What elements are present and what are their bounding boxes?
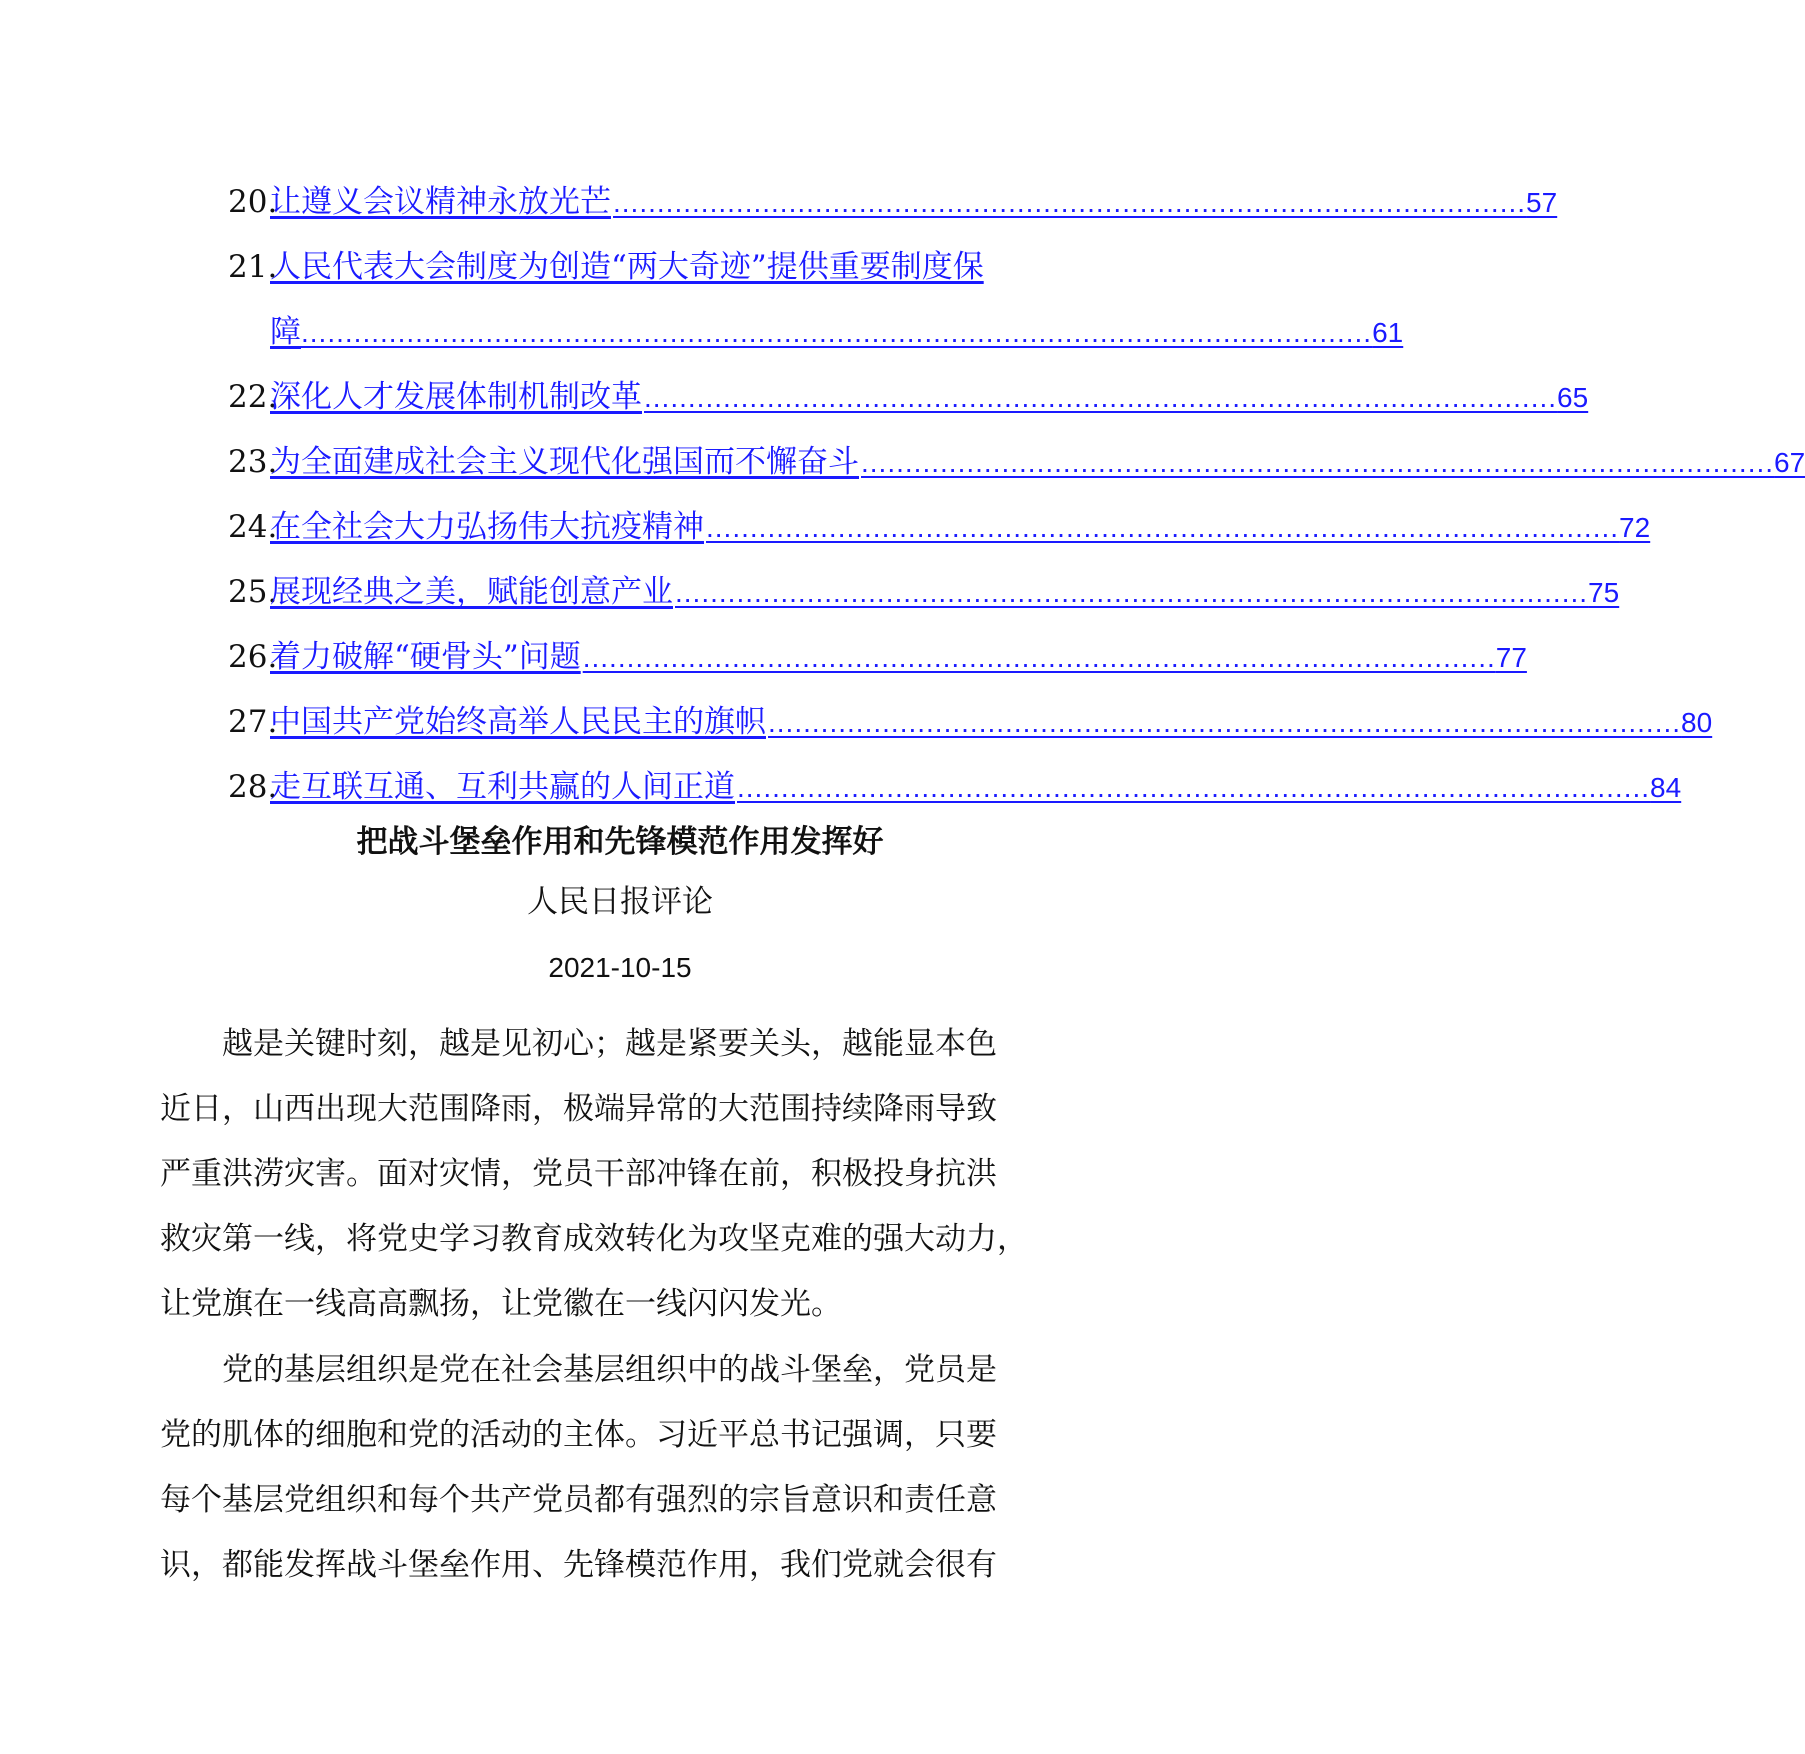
paragraph-line: 越是关键时刻，越是见初心；越是紧要关头，越能显本色	[160, 1026, 997, 1062]
toc-leader-dots: ........................................................................................................	[644, 382, 1558, 413]
paragraph-line: 让党旗在一线高高飘扬，让党徽在一线闪闪发光。	[160, 1286, 842, 1322]
toc-entry-28	[228, 755, 1682, 820]
paragraph-line: 近日，山西出现大范围降雨，极端异常的大范围持续降雨导致	[160, 1091, 997, 1127]
toc-leader-dots: ........................................................................................................	[737, 772, 1651, 803]
toc-link-22[interactable]	[270, 365, 1589, 430]
toc-title: 走互联互通、互利共赢的人间正道	[270, 769, 735, 805]
toc-leader-dots: ........................................................................................................	[675, 577, 1589, 608]
toc-entry-25	[228, 560, 1620, 625]
article-title: 把战斗堡垒作用和先锋模范作用发挥好	[356, 824, 884, 860]
toc-leader-dots: ........................................................................................................	[613, 187, 1527, 218]
paragraph-line: 识，都能发挥战斗堡垒作用、先锋模范作用，我们党就会很有	[160, 1547, 997, 1583]
paragraph-line: 党的基层组织是党在社会基层组织中的战斗堡垒，党员是	[160, 1352, 997, 1388]
toc-title: 中国共产党始终高举人民民主的旗帜	[270, 704, 766, 740]
toc-page-number: 65	[1557, 382, 1589, 413]
paragraph-line: 救灾第一线，将党史学习教育成效转化为攻坚克难的强大动力，	[160, 1221, 1028, 1257]
toc-title: 障	[270, 314, 301, 350]
toc-number: 23.	[228, 444, 278, 480]
toc-leader-dots: ..........................................................................................................................	[301, 317, 1373, 348]
toc-link-24[interactable]	[270, 495, 1651, 560]
toc-entry-22	[228, 365, 1589, 430]
toc-leader-dots: ........................................................................................................	[861, 447, 1775, 478]
toc-link-27[interactable]	[270, 690, 1713, 755]
toc-entry-27	[228, 690, 1713, 755]
toc-title: 展现经典之美，赋能创意产业	[270, 574, 673, 610]
toc-page-number: 75	[1588, 577, 1620, 608]
toc-page-number: 72	[1619, 512, 1651, 543]
toc-page-number: 61	[1372, 317, 1404, 348]
toc-number: 25.	[228, 574, 278, 610]
paragraph-line: 严重洪涝灾害。面对灾情，党员干部冲锋在前，积极投身抗洪	[160, 1156, 997, 1192]
toc-title: 着力破解“硬骨头”问题	[270, 639, 581, 675]
toc-number: 22.	[228, 379, 278, 415]
toc-link-26[interactable]	[270, 625, 1527, 690]
toc-page-number: 80	[1681, 707, 1713, 738]
toc-title: 让遵义会议精神永放光芒	[270, 184, 611, 220]
toc-number: 20.	[228, 184, 278, 220]
article-date: 2021-10-15	[548, 952, 692, 983]
toc-title: 在全社会大力弘扬伟大抗疫精神	[270, 509, 704, 545]
toc-page-number: 67	[1774, 447, 1805, 478]
toc-entry-21	[228, 235, 1404, 365]
toc-link-21-continued[interactable]	[270, 300, 1404, 365]
article-source: 人民日报评论	[527, 884, 713, 920]
toc-number: 28.	[228, 769, 278, 805]
article-paragraph-2	[160, 1338, 1120, 1598]
toc-title: 深化人才发展体制机制改革	[270, 379, 642, 415]
toc-link-28[interactable]	[270, 755, 1682, 820]
toc-page-number: 57	[1526, 187, 1558, 218]
toc-link-21[interactable]: 人民代表大会制度为创造“两大奇迹”提供重要制度保	[270, 249, 984, 285]
toc-entry-23	[228, 430, 1805, 495]
toc-number: 24.	[228, 509, 278, 545]
toc-number: 21.	[228, 249, 278, 285]
article-paragraph-1	[160, 1012, 1120, 1337]
toc-page-number: 84	[1650, 772, 1682, 803]
toc-number: 26.	[228, 639, 278, 675]
toc-link-25[interactable]	[270, 560, 1620, 625]
toc-leader-dots: ........................................................................................................	[706, 512, 1620, 543]
toc-page-number: 77	[1495, 642, 1527, 673]
toc-entry-26	[228, 625, 1527, 690]
toc-number: 27.	[228, 704, 278, 740]
toc-link-20[interactable]	[270, 170, 1558, 235]
toc-link-23[interactable]	[270, 430, 1805, 495]
table-of-contents	[228, 170, 1805, 820]
toc-leader-dots: ........................................................................................................	[582, 642, 1496, 673]
toc-entry-24	[228, 495, 1651, 560]
toc-title: 为全面建成社会主义现代化强国而不懈奋斗	[270, 444, 859, 480]
paragraph-line: 每个基层党组织和每个共产党员都有强烈的宗旨意识和责任意	[160, 1482, 997, 1518]
toc-entry-20	[228, 170, 1558, 235]
paragraph-line: 党的肌体的细胞和党的活动的主体。习近平总书记强调，只要	[160, 1417, 997, 1453]
toc-leader-dots: ........................................................................................................	[768, 707, 1682, 738]
